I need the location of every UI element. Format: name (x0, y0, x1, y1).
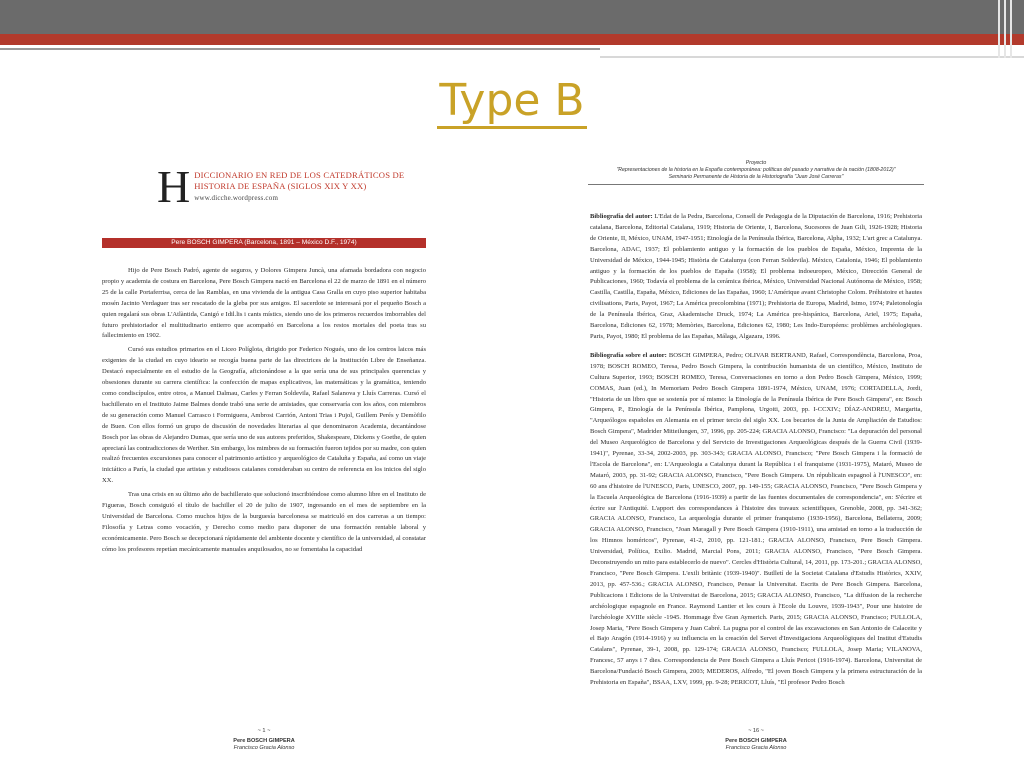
footer-author: Francisco Gracia Alonso (233, 745, 295, 752)
footer-author: Francisco Gracia Alonso (725, 745, 787, 752)
biography-text (102, 266, 426, 559)
name-bar: Pere BOSCH GIMPERA (Barcelona, 1891 – México D.F., 1974) (102, 238, 426, 248)
section-label: Bibliografía sobre el autor: (590, 351, 667, 359)
section-label: Bibliografía del autor: (590, 213, 653, 220)
section-text: BOSCH GIMPERA, Pedro; OLIVAR BERTRAND, Rafael, Correspondència, Barcelona, Proa, 1978; BOSCH ROMEO, Teresa, Pedro Bosch Gimpera, la contribución humanista de un científico, México, Instituto de Cultura Superior, 1993; BOSCH ROMEO, Teresa, Conversaciones en torno a don Pedro Bosch Gimpera, México, 1999; COMAS, Juan (ed.), In Memoriam Pedro Bosch Gimpera 1891-1974, México, UNAM, 1976; CORTADELLA, Jordi, "Historia de un libro que se sostenía por sí mismo: la Etnología de la Península Ibérica de Pere Bosch Gimpera", en: Bosch Gimpera, P., Etnología de la Península Ibérica, Pamplona, Urgoiti, 2003, pp. I-CCXIV.; DÍAZ-ANDREU, Margarita, "Arqueólogos españoles en Alemania en el primer tercio del siglo XX. Los becarios de la Junta de Ampliación de Estudios: Bosch Gimpera", Madrider Mitteilungen, 37, 1996, pp. 205-224; GRACIA ALONSO, Francisco: "La depuración del personal del Museo Arqueológico de Barcelona y del Servicio de Investigaciones Arqueológicas después de la Guerra Civil (1939-1941)", Pyrenae, 33-34, 2002-2003, pp. 303-343; GRACIA ALONSO, Francisco; "Pere Bosch Gimpera i la formació de l'Escola de Barcelona", en: L'Arqueologia a Catalunya durant la República i el franquisme (1931-1975), Mataró, Museo de Mataró, 2003, pp. 31-92; GRACIA ALONSO, Francisco, "Pere Bosch Gimpera. Un républicain espagnol à l'UNESCO", en: 60 ans d'histoire de l'UNESCO, Paris, UNESCO, 2007, pp. 149-155; GRACIA ALONSO, Francisco, "Pere Bosch Gimpera y la Escuela Arqueológica de Barcelona (1916-1939) a partir de las fuentes documentales de correspondencia", en: S'écrire et écrire sur l'Antiquité. L'apport des correspondances à l'histoire des travaux scientifiques, Grenoble, 2008, pp. 341-362; GRACIA ALONSO, Francisco, La arqueología durante el primer franquismo (1939-1956), Barcelona, Bellaterra, 2009; GRACIA ALONSO, Francisco, "Joan Maragall y Pere Bosch Gimpera (1910-1911), una amistad en torno a la traducción de los Himnos homéricos", Pyrenae, 41-2, 2010, pp. 121-181.; GRACIA ALONSO, Francisco, Pere Bosch Gimpera. Universidad, Política, Exilio. Madrid, Marcial Pons, 2011; GRACIA ALONSO, Francisco, "Pere Bosch Gimpera. Deconstruyendo un mito para establecerlo de nuevo". Cercles d'Història Cultural, 14, 2011, pp. 173-201.; GRACIA ALONSO, Francisco, "Pere Bosch Gimpera. L'exili britànic (1939-1940)". Butlletí de la Societat Catalana d'Estudis Històrics, XXIV, 2013, pp. 457-536.; GRACIA ALONSO, Francisco, Pensar la Universitat. Escrits de Pere Bosch Gimpera. Barcelona, Publicacions i Edicions de la Universitat de Barcelona, 2015; GRACIA ALONSO, Francisco, "La diffusion de la recherche archéologique espagnole en France. Raymond Lantier et les cours à l'Ecole du Louvre, 1939-1943", Pour une histoire de l'archéologie XVIIIe siècle -1945. Hommage Ève Gran Aymerich. Paris, 2015; GRACIA ALONSO, Francisco; FULLOLA, Josep Maria, "Pere Bosch Gimpera y Juan Cabré. La pugna por el control de las excavaciones en San Antonio de Calaceite y el Bajo Aragón (1914-1916) y su influencia en la creación del Servei d'Investigacions Arqueològiques del Institut d'Estudis Catalans", Pyrenae, 39-1, 2008, pp. 129-174; GRACIA ALONSO, Francisco; FULLOLA, Josep Maria; VILANOVA, Francesc, 57 anys i 7 dies. Correspondencia de Pere Bosch Gimpera a Lluís Pericot (1916-1974). Barcelona, Universitat de Barcelona/Fundació Bosch Gimpera, 2003; MEDEROS, Alfredo, "El joven Bosch Gimpera y la primera estructuración de la Prehistoria en España", BSAA, LXV, 1999, pp. 9-28; PERICOT, Lluís, "El profesor Pedro Bosch (590, 351, 922, 687)
slide-title: Type B (437, 75, 586, 129)
section-text: L'Edat de la Pedra, Barcelona, Consell de Pedagogia de la Diputación de Barcelona, 1916; Prehistoria catalana, Barcelona, Editorial Catalana, 1919; Historia de Oriente, I, Barcelona, Sucesores de Juan Gili, 1926-1928; Historia de Oriente, II, México, UNAM, 1947-1951; Etnología de la Península Ibérica, Barcelona, Alpha, 1932; L'art grec a Catalunya. Barcelona, ADAC, 1937; El poblamiento antiguo y la formación de los pueblos de España, México, Imprenta de la Universidad de México, 1944-1945; Història de Catalunya (con Ferran Soldevila). México, Catalonia, 1946; El poblamiento antiguo y la formación de los pueblos de España (1958); El problema indoeuropeo, México, Dirección General de Publicaciones, 1960; Todavía el problema de la cerámica ibérica, México, Universidad Nacional Autónoma de México, 1958; Castilla, Castilla, España, México, Ediciones de las Españas, 1960; L'Amérique avant Christophe Colom. Préhistoire et hautes civilisations, Paris, Payot, 1967; La América precolombina (1971); Prehistoria de Europa, Madrid, Istmo, 1974; Paletonología de la Península Ibérica, Graz, Akademische Druck, 1974; La América pre-hispánica, Barcelona, Ariel, 1975; España, Barcelona, Ediciones 62, 1978; Memòries, Barcelona, Ediciones 62, 1980; Les Indo-Européens: problèmes archéologiques. Paris, Payot, 1980; El problema de las Españas, Málaga, Algazara, 1996. (590, 213, 923, 340)
paragraph: Tras una crisis en su último año de bachillerato que solucionó inscribiéndose como alumno libre en el Instituto de Figueras, Bosch consiguió el título de bachiller el 20 de julio de 1907, ingresando en el mes de septiembre en la Universidad de Barcelona. Como muchos hijos de la burguesía barcelonesa se matriculó en dos carreras a un tiempo: Filosofía y Letras como vocación, y Derecho como medio para disponer de una formación rentable laboral y económicamente. Pero Bosch se decepcionará rápidamente del ambiente docente y científico de la universidad, al constatar cómo los profesores repetían mecánicamente manuales anquilosados, no se fomentaba la capacidad (102, 491, 426, 553)
document-page-right (588, 150, 924, 762)
project-header (588, 160, 924, 181)
dictionary-header (157, 161, 405, 212)
page-footer (588, 728, 924, 753)
page-number: ~ 16 ~ (748, 728, 764, 734)
footer-name: Pere BOSCH GIMPERA (233, 738, 295, 745)
top-red-band (0, 34, 1024, 45)
decor-line (600, 56, 1024, 58)
header-line-1: DICCIONARIO EN RED DE LOS CATEDRÁTICOS DE (194, 170, 405, 180)
header-initial: H (157, 161, 191, 212)
decor-vline (998, 0, 1000, 58)
header-text (194, 170, 404, 204)
slide-title-wrap (0, 72, 1024, 130)
decor-vline (1004, 0, 1006, 58)
project-line-3: Seminario Permanente de Historia de la Historiografía "Juan José Carreras" (668, 174, 844, 180)
paragraph: Cursó sus estudios primarios en el Liceo Políglota, dirigido por Federico Nogués, uno de los centros laicos más exigentes de la ciudad en cuyo ideario se recogía buena parte de las directrices de la Institución Libre de Enseñanza. Destacó especialmente en el estudio de la Geografía, aficionándose a la que sería una de sus principales querencias y obsesiones durante su carrera científica: la confección de mapas explicativos, las matemáticas y la gramática, teniendo como condiscípulos, entre otros, a Manuel Dalmau, Carles y Ferran Soldevila, Rafael Salanova y Lluís Carreras. Cursó el bachillerato en el Instituto Jaime Balmes donde trabó una serie de amistades, que conservaría con los años, con miembros de su generación como Manuel Carrasco i Formiguera, Ambrosi Carrión, Antoni Trias i Pujol, Guillem Perés y Demòfilo de Buen. Con ellos formó un grupo de discusión de novedades literarias al que denominaron Academia, decantándose Bosch por las obras de Alejandro Dumas, que sería uno de sus autores preferidos, Shakespeare, Dickens y Goethe, de quien apreciará las contradicciones de Werther. Sin embargo, los mimbres de su formación fueron tejidos por su madre, con quien realizó frecuentes excursiones para conocer el patrimonio artístico y arqueológico de Cataluña y España, así como un viaje iniciático a París, la ciudad que artistas y estudiosos catalanes consideraban su centro de referencia en los inicios del siglo XX. (102, 346, 426, 485)
top-grey-band (0, 0, 1024, 34)
paragraph: Hijo de Pere Bosch Padró, agente de seguros, y Dolores Gimpera Juncà, una afamada bordadora con negocio propio y academia de costura en Barcelona, Pere Bosch Gimpera nació en Barcelona el 22 de marzo de 1891 en el número 25 de la calle Portaferrisa, cerca de las Ramblas, en una vivienda de la antigua Casa Gralla en cuyo piso superior habitaba mosén Jacinto Verdaguer tras ser rescatado de la gleba por sus amigos. El sacerdote se interesará por el pequeño Bosch a quien regalará sus obras L'Atlàntida, Canigó e Idil.lis i cants místics, siendo uno de los primeros recuerdos imborrables del futuro prehistoriador el multitudinario entierro que acompañó en Barcelona a los restos mortales del poeta tras su fallecimiento en 1902. (102, 267, 426, 340)
document-page-left (100, 150, 428, 762)
decor-vline (1010, 0, 1012, 58)
header-line-2: HISTORIA DE ESPAÑA (SIGLOS XIX Y XX) (194, 180, 367, 191)
bibliography-about (590, 351, 922, 689)
decor-line (0, 48, 600, 50)
header-rule (588, 184, 924, 185)
header-url: www.dicche.wordpress.com (194, 194, 279, 202)
project-line-2: "Representaciones de la historia en la España contemporánea: políticas del pasado y narrativa de la nación (1808-2012)" (616, 167, 896, 173)
footer-name: Pere BOSCH GIMPERA (725, 738, 787, 745)
bibliography-author (590, 212, 922, 343)
page-number: ~ 1 ~ (257, 728, 271, 734)
project-line-1: Proyecto (745, 160, 767, 166)
bibliography-text (590, 212, 922, 697)
page-footer (100, 728, 428, 753)
